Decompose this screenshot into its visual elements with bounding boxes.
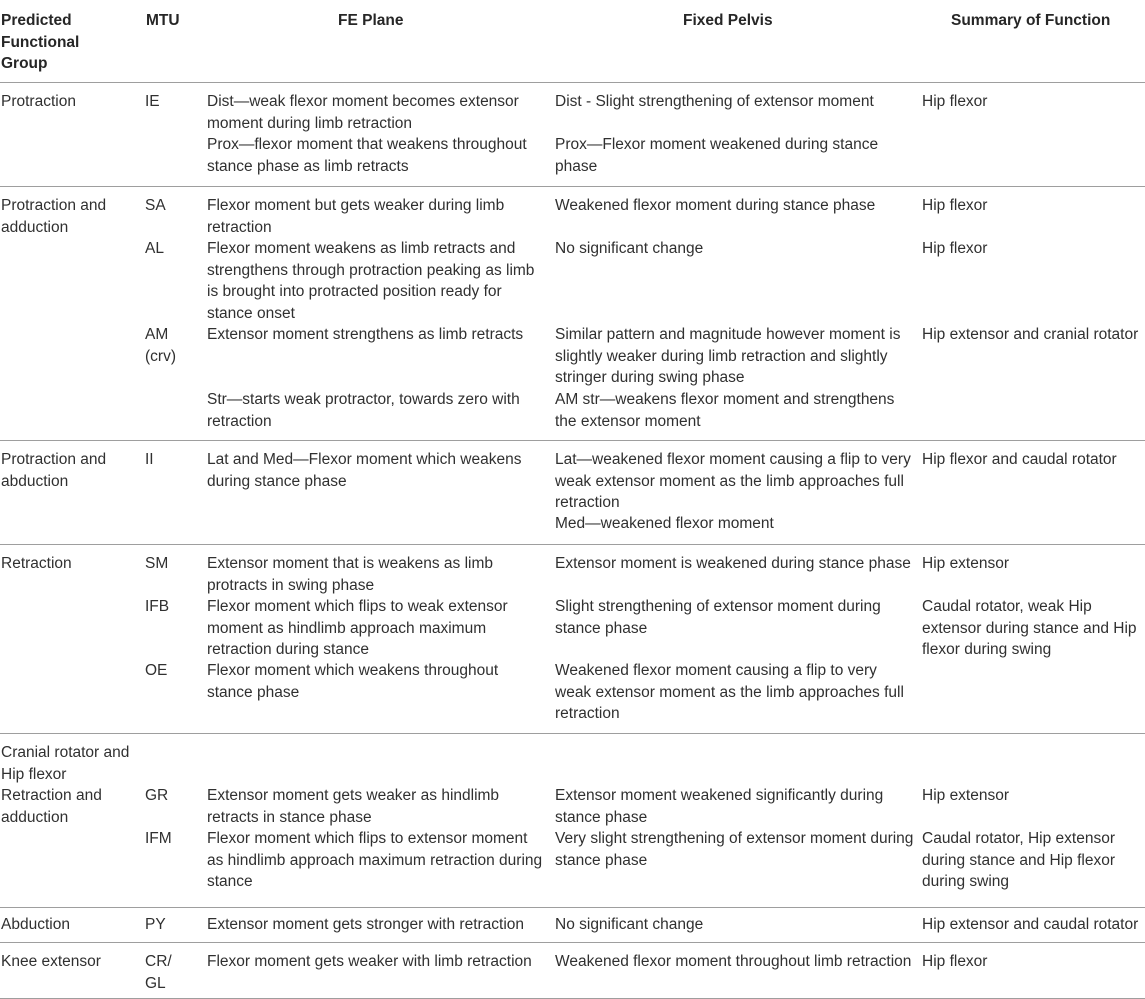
fe-plane-cell: Dist—weak flexor moment becomes extensor moment during limb retraction — [207, 93, 519, 132]
header-summary: Summary of Function — [951, 12, 1111, 29]
group-abduction — [0, 908, 1145, 943]
fe-plane-cell: Flexor moment but gets weaker during limb retraction — [207, 197, 505, 236]
group-label: Knee extensor — [1, 953, 101, 970]
mtu-cell: GR — [145, 787, 169, 804]
fixed-pelvis-cell: Extensor moment weakened significantly during stance phase — [555, 787, 884, 826]
mtu-cell: IE — [145, 93, 160, 110]
summary-cell: Caudal rotator, Hip extensor during stance and Hip flexor during swing — [922, 830, 1116, 890]
header-fe-plane: FE Plane — [338, 12, 404, 29]
fixed-pelvis-cell: Extensor moment is weakened during stance phase — [555, 555, 911, 572]
group-protraction-abduction — [0, 441, 1145, 545]
header-fixed-pelvis: Fixed Pelvis — [683, 12, 773, 29]
fixed-pelvis-cell: Weakened flexor moment during stance phase — [555, 197, 876, 214]
fe-plane-cell: Str—starts weak protractor, towards zero with retraction — [207, 391, 520, 430]
mtu-cell: OE — [145, 662, 168, 679]
group-protraction — [0, 83, 1145, 187]
mtu-cell: SM — [145, 555, 169, 572]
fixed-pelvis-cell: Dist - Slight strengthening of extensor moment — [555, 93, 874, 110]
fixed-pelvis-cell: Med—weakened flexor moment — [555, 515, 774, 532]
fe-plane-cell: Flexor moment which weakens throughout stance phase — [207, 662, 499, 701]
fixed-pelvis-cell: Similar pattern and magnitude however moment is slightly weaker during limb retraction and slightly stringer during swing phase — [555, 326, 901, 386]
fixed-pelvis-cell: Very slight strengthening of extensor moment during stance phase — [555, 830, 914, 869]
summary-cell: Hip extensor and cranial rotator — [922, 326, 1139, 343]
group-label: Protraction and abduction — [1, 451, 107, 490]
group-label: Protraction — [1, 93, 76, 110]
fixed-pelvis-cell: Lat—weakened flexor moment causing a flip to very weak extensor moment as the limb approaches full retraction — [555, 451, 911, 511]
mtu-cell: AL — [145, 240, 164, 257]
mtu-cell: PY — [145, 916, 166, 933]
group-label: Abduction — [1, 916, 70, 933]
summary-cell: Hip flexor — [922, 197, 988, 214]
mtu-cell: IFB — [145, 598, 170, 615]
fixed-pelvis-cell: No significant change — [555, 916, 704, 933]
fe-plane-cell: Flexor moment which flips to extensor moment as hindlimb approach maximum retraction during stance — [207, 830, 543, 890]
mtu-cell: AM (crv) — [145, 326, 176, 365]
mtu-cell: IFM — [145, 830, 172, 847]
fe-plane-cell: Flexor moment gets weaker with limb retraction — [207, 953, 532, 970]
table-header — [0, 0, 1145, 83]
summary-cell: Hip flexor — [922, 240, 988, 257]
fixed-pelvis-cell: Slight strengthening of extensor moment during stance phase — [555, 598, 881, 637]
summary-cell: Hip flexor and caudal rotator — [922, 451, 1117, 468]
summary-cell: Hip flexor — [922, 93, 988, 110]
header-mtu: MTU — [146, 12, 180, 29]
fixed-pelvis-cell: Weakened flexor moment throughout limb retraction — [555, 953, 912, 970]
fe-plane-cell: Prox—flexor moment that weakens throughout stance phase as limb retracts — [207, 136, 527, 175]
fe-plane-cell: Extensor moment gets weaker as hindlimb retracts in stance phase — [207, 787, 500, 826]
mtu-cell: II — [145, 451, 154, 468]
mtu-cell: CR/ GL — [145, 953, 172, 992]
fixed-pelvis-cell: No significant change — [555, 240, 704, 257]
group-protraction-adduction — [0, 187, 1145, 441]
fe-plane-cell: Extensor moment strengthens as limb retracts — [207, 326, 524, 343]
mtu-cell: SA — [145, 197, 166, 214]
summary-cell: Hip flexor — [922, 953, 988, 970]
fe-plane-cell: Flexor moment which flips to weak extensor moment as hindlimb approach maximum retraction during stance — [207, 598, 508, 658]
header-functional-group: Predicted Functional Group — [1, 12, 80, 72]
summary-cell: Hip extensor — [922, 555, 1010, 572]
group-knee-extensor — [0, 943, 1145, 999]
group-label: Cranial rotator and Hip flexor — [1, 744, 130, 783]
fixed-pelvis-cell: AM str—weakens flexor moment and strengthens the extensor moment — [555, 391, 895, 430]
fe-plane-cell: Lat and Med—Flexor moment which weakens during stance phase — [207, 451, 522, 490]
group-label: Protraction and adduction — [1, 197, 107, 236]
summary-cell: Hip extensor and caudal rotator — [922, 916, 1139, 933]
fe-plane-cell: Extensor moment that is weakens as limb protracts in swing phase — [207, 555, 494, 594]
fixed-pelvis-cell: Weakened flexor moment causing a flip to very weak extensor moment as the limb approaches full retraction — [555, 662, 904, 722]
group-label: Retraction and adduction — [1, 787, 102, 826]
fe-plane-cell: Flexor moment weakens as limb retracts and strengthens through protraction peaking as limb is brought into protracted position ready for stance onset — [207, 240, 535, 322]
group-cranial-retraction-adduction — [0, 734, 1145, 908]
fe-plane-cell: Extensor moment gets stronger with retraction — [207, 916, 525, 933]
fixed-pelvis-cell: Prox—Flexor moment weakened during stance phase — [555, 136, 879, 175]
summary-cell: Hip extensor — [922, 787, 1010, 804]
group-retraction — [0, 545, 1145, 734]
summary-cell: Caudal rotator, weak Hip extensor during stance and Hip flexor during swing — [922, 598, 1137, 658]
group-label: Retraction — [1, 555, 72, 572]
